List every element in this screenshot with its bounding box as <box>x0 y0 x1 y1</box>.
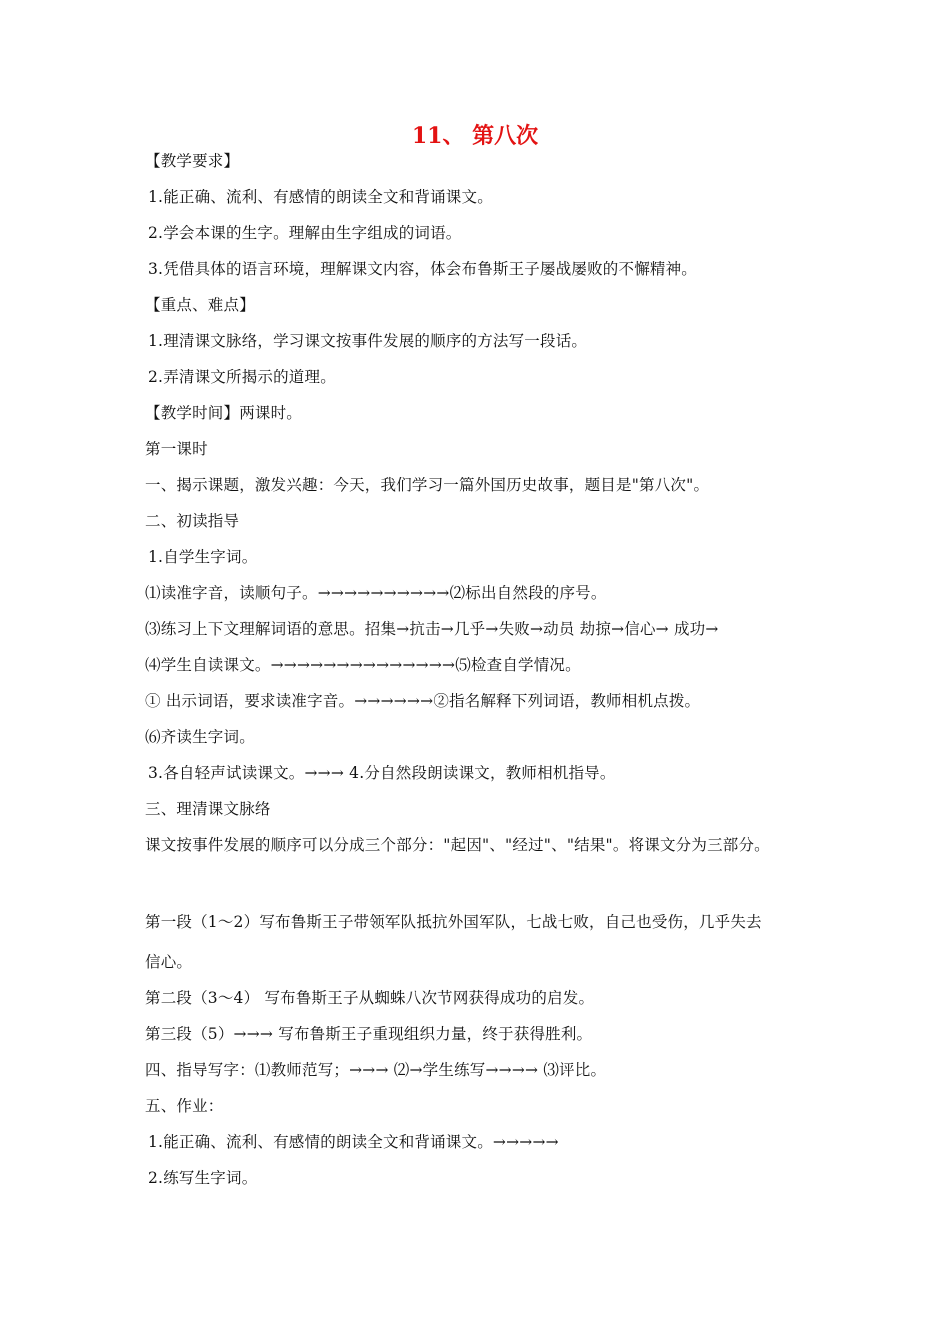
paragraph-line: 2.弄清课文所揭示的道理。 <box>148 368 336 386</box>
paragraph-line: 第一课时 <box>145 440 208 458</box>
paragraph-line: 2.练写生字词。 <box>148 1169 258 1187</box>
paragraph-line: ① 出示词语，要求读准字音。→→→→→→②指名解释下列词语，教师相机点拨。 <box>145 692 701 710</box>
paragraph-line: 四、指导写字：⑴教师范写；→→→ ⑵→学生练写→→→→ ⑶评比。 <box>145 1061 607 1079</box>
paragraph-line: 第一段（1～2）写布鲁斯王子带领军队抵抗外国军队，七战七败，自己也受伤，几乎失去 <box>145 913 762 931</box>
section-heading: 【重点、难点】 <box>145 296 255 314</box>
paragraph-line: 1.自学生字词。 <box>148 548 258 566</box>
paragraph-line: ⑹齐读生字词。 <box>145 728 255 746</box>
paragraph-line: 3.凭借具体的语言环境，理解课文内容，体会布鲁斯王子屡战屡败的不懈精神。 <box>148 260 697 278</box>
paragraph-line: 二、初读指导 <box>145 512 240 530</box>
paragraph-line: 1.能正确、流利、有感情的朗读全文和背诵课文。→→→→→ <box>148 1133 559 1151</box>
paragraph-line: 五、作业： <box>145 1097 224 1115</box>
paragraph-line: 课文按事件发展的顺序可以分成三个部分："起因"、"经过"、"结果"。将课文分为三部分。 <box>145 836 770 854</box>
paragraph-line: 信心。 <box>145 953 193 971</box>
paragraph-line: ⑴读准字音，读顺句子。→→→→→→→→→→⑵标出自然段的序号。 <box>145 584 607 602</box>
document-title: 11、 第八次 <box>411 123 539 149</box>
paragraph-line: 3.各自轻声试读课文。→→→ 4.分自然段朗读课文，教师相机指导。 <box>148 764 616 782</box>
paragraph-line: 第三段（5）→→→ 写布鲁斯王子重现组织力量，终于获得胜利。 <box>145 1025 593 1043</box>
paragraph-line: 2.学会本课的生字。理解由生字组成的词语。 <box>148 224 462 242</box>
paragraph-line: 第二段（3～4） 写布鲁斯王子从蜘蛛八次节网获得成功的启发。 <box>145 989 595 1007</box>
paragraph-line: 1.能正确、流利、有感情的朗读全文和背诵课文。 <box>148 188 493 206</box>
paragraph-line: 三、理清课文脉络 <box>145 800 271 818</box>
paragraph-line: ⑶练习上下文理解词语的意思。招集→抗击→几乎→失败→动员 劫掠→信心→ 成功→ <box>145 620 719 638</box>
paragraph-line: 1.理清课文脉络，学习课文按事件发展的顺序的方法写一段话。 <box>148 332 588 350</box>
section-heading: 【教学要求】 <box>145 152 240 170</box>
paragraph-line: 一、揭示课题，激发兴趣：今天，我们学习一篇外国历史故事，题目是"第八次"。 <box>145 476 710 494</box>
paragraph-line: ⑷学生自读课文。→→→→→→→→→→→→→→⑸检查自学情况。 <box>145 656 581 674</box>
section-heading: 【教学时间】两课时。 <box>145 404 303 422</box>
